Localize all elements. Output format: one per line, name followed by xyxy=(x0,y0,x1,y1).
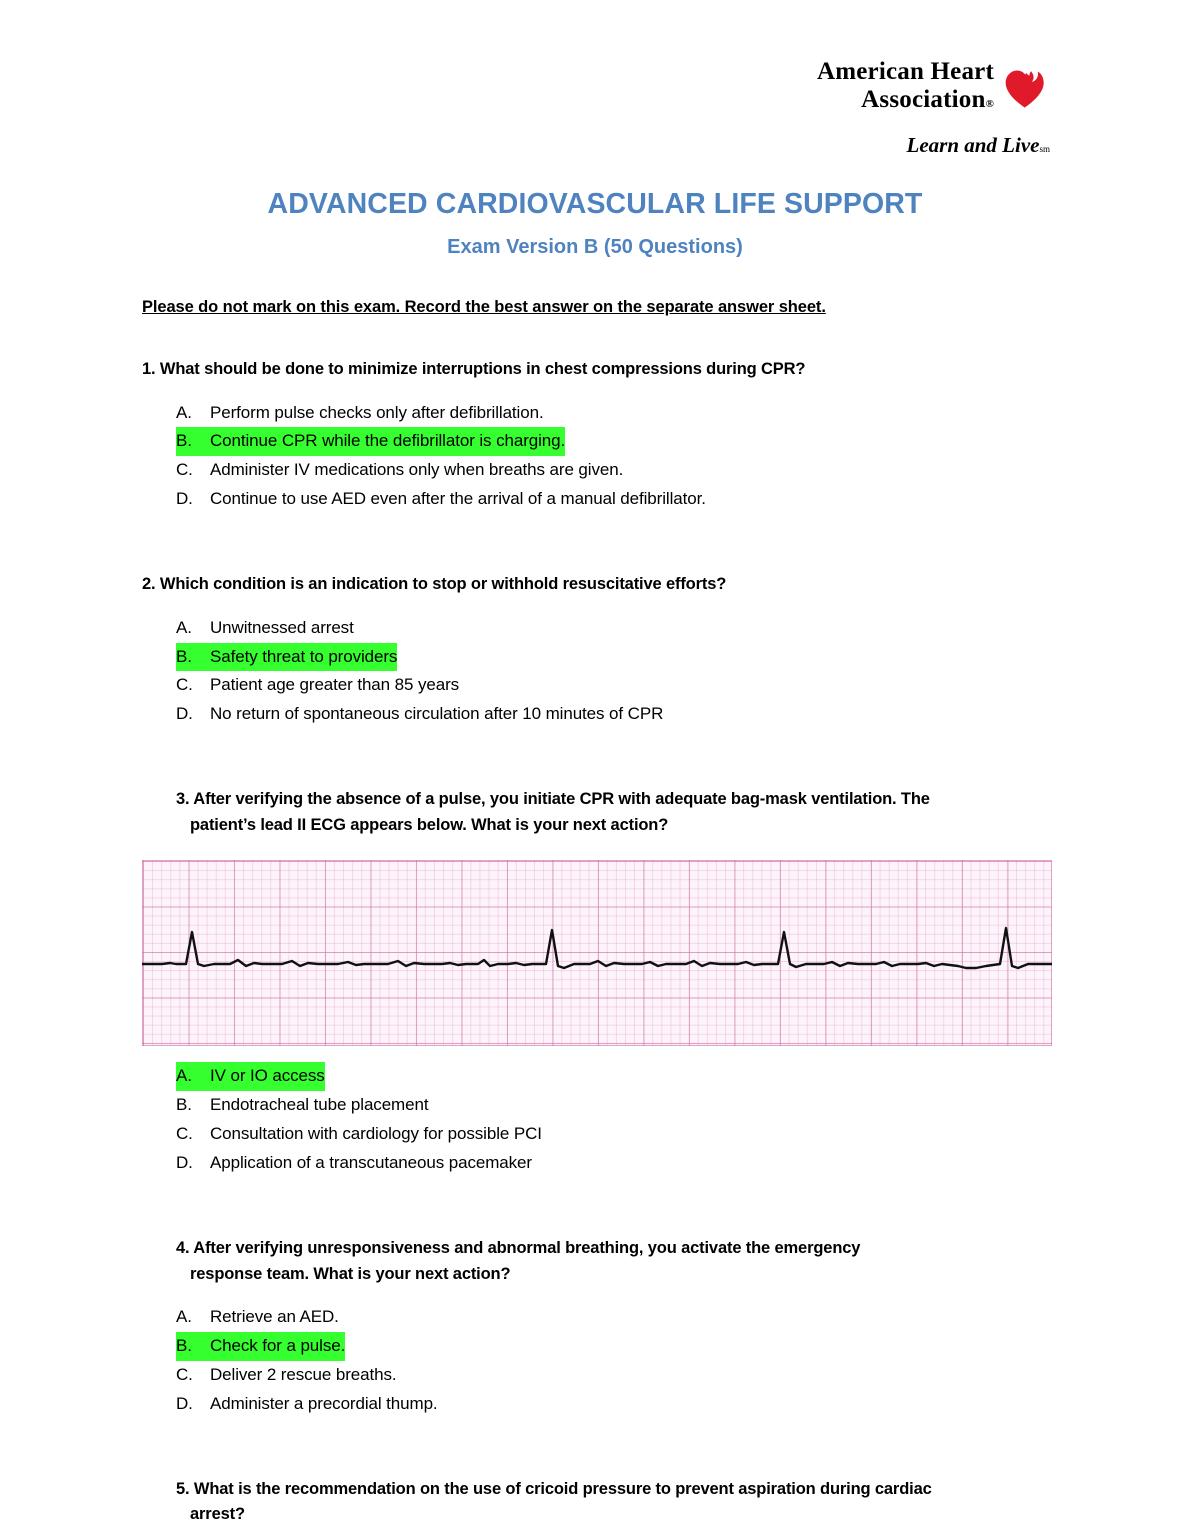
question-5 xyxy=(142,1477,1062,1528)
page-title: ADVANCED CARDIOVASCULAR LIFE SUPPORT xyxy=(267,188,923,220)
choice-2d[interactable]: D. No return of spontaneous circulation after 10 minutes of CPR xyxy=(176,704,664,724)
logo-wordmark xyxy=(817,58,994,114)
heart-torch-icon xyxy=(1004,60,1050,123)
exam-instruction: Please do not mark on this exam. Record the best answer on the separate answer sheet. xyxy=(142,298,826,316)
choice-3c[interactable]: C. Consultation with cardiology for possible PCI xyxy=(176,1124,542,1144)
choice-4d[interactable]: D. Administer a precordial thump. xyxy=(176,1393,438,1413)
choice-3b[interactable]: B. Endotracheal tube placement xyxy=(176,1095,429,1115)
choice-2c[interactable]: C. Patient age greater than 85 years xyxy=(176,675,460,695)
choice-1b[interactable]: B. Continue CPR while the defibrillator is charging. xyxy=(176,427,1062,456)
question-2-choices xyxy=(176,614,1062,730)
choice-1d[interactable]: D. Continue to use AED even after the arrival of a manual defibrillator. xyxy=(176,489,706,509)
exam-body xyxy=(142,298,1062,1540)
choice-2b[interactable]: B. Safety threat to providers xyxy=(176,643,1062,672)
lead-II-ecg-strip xyxy=(142,860,1052,1046)
choice-3d[interactable]: D. Application of a transcutaneous pacemaker xyxy=(176,1153,532,1173)
page-subtitle: Exam Version B (50 Questions) xyxy=(447,236,743,258)
question-3-stem: 3. After verifying the absence of a pulse, you initiate CPR with adequate bag-mask ventilation. The patient’s lead II ECG appears below. What is your next action? xyxy=(176,790,930,834)
question-2-stem: 2. Which condition is an indication to stop or withhold resuscitative efforts? xyxy=(142,575,727,594)
question-4-choices xyxy=(176,1303,1062,1419)
question-1-choices xyxy=(176,399,1062,515)
question-3-choices xyxy=(176,1062,1062,1178)
question-4 xyxy=(142,1236,1062,1419)
question-4-stem: 4. After verifying unresponsiveness and abnormal breathing, you activate the emergency response team. What is your next action? xyxy=(176,1238,861,1283)
question-5-stem: 5. What is the recommendation on the use of cricoid pressure to prevent aspiration during cardiac arrest? xyxy=(176,1479,932,1524)
logo-line-2: Association xyxy=(861,86,986,113)
choice-4b[interactable]: B. Check for a pulse. xyxy=(176,1332,1062,1361)
logo-tagline: Learn and Livesm xyxy=(906,133,1050,157)
question-2 xyxy=(142,572,1062,729)
logo-registered-mark: ® xyxy=(985,98,994,110)
logo-line-1: American Heart xyxy=(816,58,994,85)
choice-4a[interactable]: A. Retrieve an AED. xyxy=(176,1307,339,1327)
question-1 xyxy=(142,357,1062,514)
choice-1c[interactable]: C. Administer IV medications only when breaths are given. xyxy=(176,460,624,480)
choice-2a[interactable]: A. Unwitnessed arrest xyxy=(176,617,354,637)
question-1-stem: 1. What should be done to minimize interruptions in chest compressions during CPR? xyxy=(142,360,806,378)
aha-logo xyxy=(817,58,1050,158)
question-3 xyxy=(142,787,1062,1178)
ecg-waveform xyxy=(142,860,1052,1046)
choice-1a[interactable]: A. Perform pulse checks only after defibrillation. xyxy=(176,402,544,422)
choice-4c[interactable]: C. Deliver 2 rescue breaths. xyxy=(176,1364,397,1384)
choice-3a[interactable]: A. IV or IO access xyxy=(176,1062,1062,1091)
